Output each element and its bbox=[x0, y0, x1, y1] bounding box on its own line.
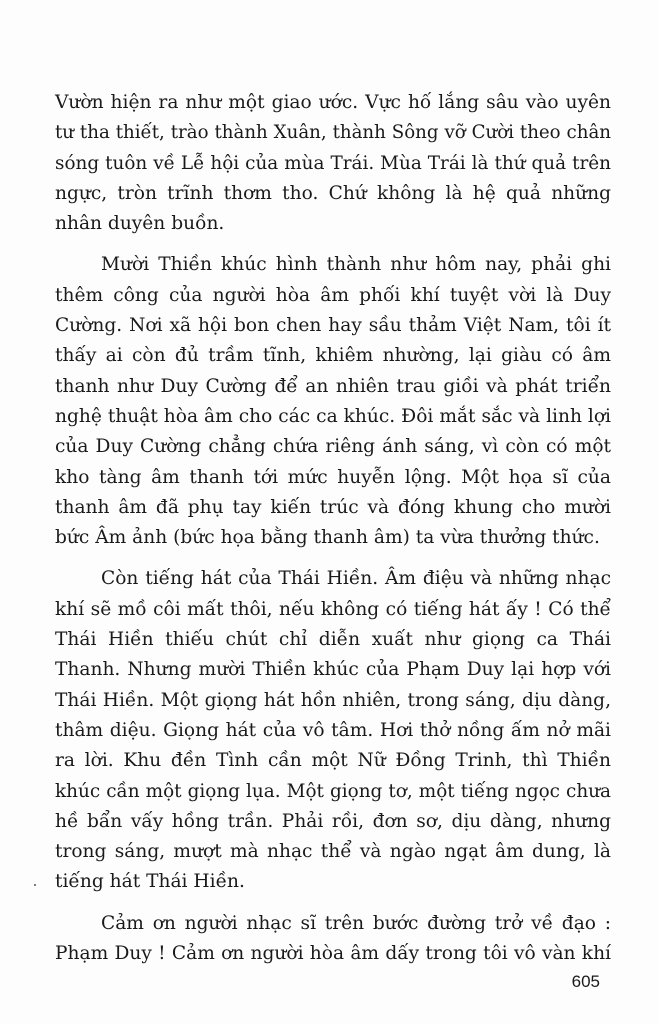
text-line: Thái Hiền. Một giọng hát hồn nhiên, trong sáng, dịu dàng, bbox=[55, 689, 611, 711]
text-line: Thái Hiền thiếu chút chỉ diễn xuất như giọng ca Thái bbox=[55, 629, 611, 651]
text-line: thâm diệu. Giọng hát của vô tâm. Hơi thở nồng ấm nở mãi bbox=[55, 719, 611, 741]
text-line: ra lời. Khu đền Tình cần một Nữ Đồng Trinh, thì Thiền bbox=[55, 750, 611, 772]
text-line: Phạm Duy ! Cảm ơn người hòa âm dấy trong tôi vô vàn khí bbox=[55, 943, 611, 965]
text-line: bức Âm ảnh (bức họa bằng thanh âm) ta vừa thưởng thức. bbox=[55, 527, 600, 549]
paragraph-3 bbox=[55, 564, 611, 897]
text-line: Mười Thiền khúc hình thành như hôm nay, phải ghi bbox=[101, 254, 611, 276]
text-line: kho tàng âm thanh tới mức huyễn lộng. Một họa sĩ của bbox=[55, 466, 611, 488]
text-line: ngực, tròn trĩnh thơm tho. Chứ không là hệ quả những bbox=[55, 182, 611, 204]
text-line: thêm công của người hòa âm phối khí tuyệt vời là Duy bbox=[55, 284, 611, 306]
text-line: sóng tuôn về Lễ hội của mùa Trái. Mùa Trái là thứ quả trên bbox=[55, 152, 611, 174]
text-line: thanh như Duy Cường để an nhiên trau giồi và phát triển bbox=[55, 375, 611, 397]
text-line: tư tha thiết, trào thành Xuân, thành Sông vỡ Cười theo chân bbox=[55, 122, 611, 144]
text-line: tiếng hát Thái Hiền. bbox=[55, 871, 245, 893]
text-line: của Duy Cường chẳng chứa riêng ánh sáng, vì còn có một bbox=[55, 436, 611, 458]
scan-speck bbox=[34, 884, 36, 886]
text-line: nghệ thuật hòa âm cho các ca khúc. Đôi mắt sắc và linh lợi bbox=[55, 405, 611, 427]
text-line: Cảm ơn người nhạc sĩ trên bước đường trở về đạo : bbox=[101, 912, 611, 934]
paragraph-4 bbox=[55, 909, 611, 970]
text-line: Cường. Nơi xã hội bon chen hay sầu thảm Việt Nam, tôi ít bbox=[55, 315, 611, 337]
paragraph-2 bbox=[55, 250, 611, 553]
page-number: 605 bbox=[571, 972, 600, 991]
text-line: nhân duyên buồn. bbox=[55, 213, 225, 235]
text-line: thanh âm đã phụ tay kiến trúc và đóng khung cho mười bbox=[55, 496, 611, 518]
body-text bbox=[55, 88, 611, 980]
text-line: hề bẩn vấy hồng trần. Phải rồi, đơn sơ, dịu dàng, nhưng bbox=[55, 810, 611, 832]
text-line: thấy ai còn đủ trầm tĩnh, khiêm nhường, lại giàu có âm bbox=[55, 345, 611, 367]
text-line: trong sáng, mượt mà nhạc thể và ngào ngạt âm dung, là bbox=[55, 841, 611, 863]
text-line: Còn tiếng hát của Thái Hiền. Âm điệu và những nhạc bbox=[101, 568, 611, 590]
paragraph-1 bbox=[55, 88, 611, 239]
text-line: Thanh. Nhưng mười Thiền khúc của Phạm Duy lại hợp với bbox=[55, 659, 611, 681]
text-line: khí sẽ mồ côi mất thôi, nếu không có tiếng hát ấy ! Có thể bbox=[55, 598, 611, 620]
text-line: khúc cần một giọng lụa. Một giọng tơ, một tiếng ngọc chưa bbox=[55, 780, 611, 802]
text-line: Vườn hiện ra như một giao ước. Vực hố lắng sâu vào uyên bbox=[55, 92, 611, 113]
